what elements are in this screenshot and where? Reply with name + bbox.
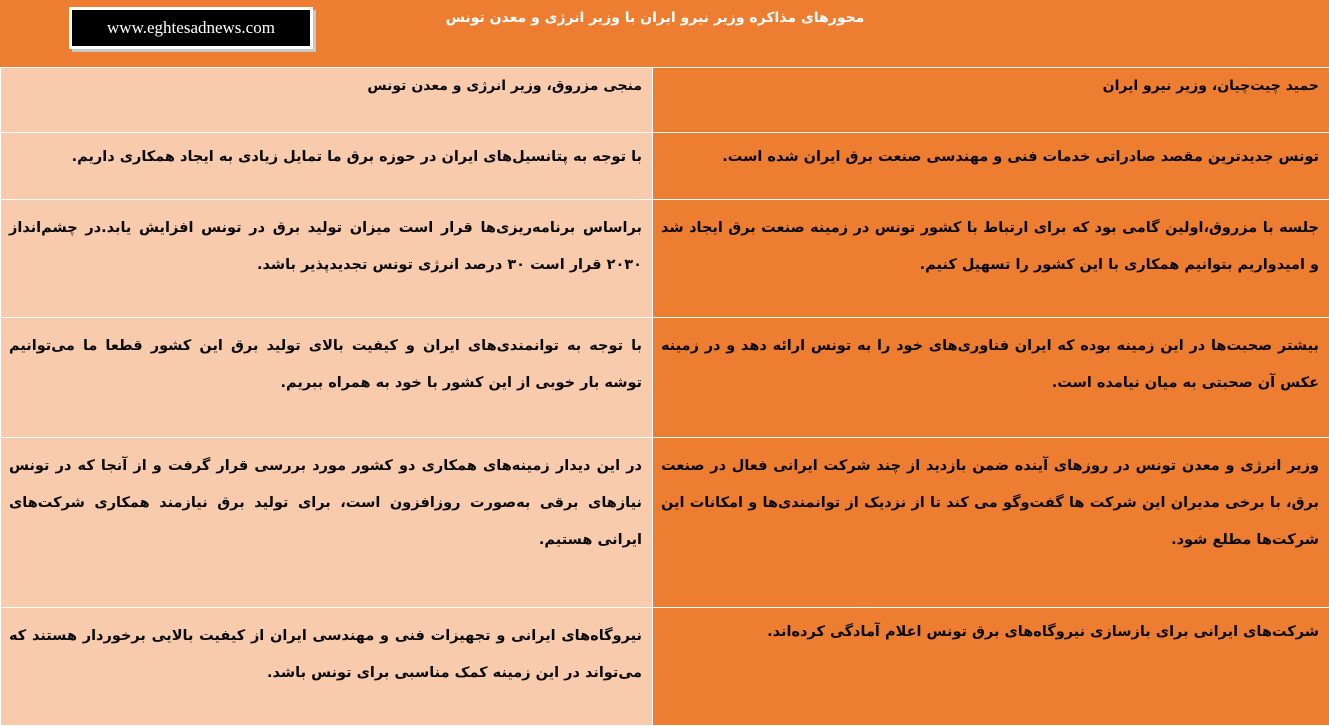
iran-cell: بیشتر صحبت‌ها در این زمینه بوده که ایران فناوری‌های خود را به تونس ارائه دهد و در زمینه عکس آن صحبتی به میان نیامده است.: [653, 318, 1329, 438]
tunisia-cell: در این دیدار زمینه‌های همکاری دو کشور مورد بررسی قرار گرفت و از آنجا که در تونس نیازهای برقی به‌صورت روزافزون است، برای تولید برق نیازمند همکاری شرکت‌های ایرانی هستیم.: [1, 438, 653, 608]
iran-cell: جلسه با مزروق،اولین گامی بود که برای ارتباط با کشور تونس در زمینه صنعت برق ایجاد شد و امیدواریم بتوانیم همکاری با این کشور را تسهیل کنیم.: [653, 200, 1329, 318]
iran-cell: شرکت‌های ایرانی برای بازسازی نیروگاه‌های برق تونس اعلام آمادگی کرده‌اند.: [653, 608, 1329, 726]
tunisia-cell: با توجه به پتانسیل‌های ایران در حوزه برق ما تمایل زیادی به ایجاد همکاری داریم.: [1, 133, 653, 200]
table-row: [1, 318, 1329, 438]
iran-cell: تونس جدیدترین مقصد صادراتی خدمات فنی و مهندسی صنعت برق ایران شده است.: [653, 133, 1329, 200]
table-row: [1, 608, 1329, 726]
page-title: محورهای مذاکره وزیر نیرو ایران با وزیر انرژی و معدن تونس: [330, 10, 980, 26]
tunisia-cell: براساس برنامه‌ریزی‌ها قرار است میزان تولید برق در تونس افزایش یابد.در چشم‌انداز ۲۰۳۰ قرار است ۳۰ درصد انرژی تونس تجدیدپذیر باشد.: [1, 200, 653, 318]
column-header-tunisia: منجی مزروق، وزیر انرژی و معدن تونس: [1, 68, 653, 133]
table-row: [1, 200, 1329, 318]
iran-cell: وزیر انرژی و معدن تونس در روزهای آینده ضمن بازدید از چند شرکت ایرانی فعال در صنعت برق، با برخی مدیران این شرکت ها گفت‌وگو می کند تا از نزدیک از توانمندی‌ها و امکانات این شرکت‌ها مطلع شود.: [653, 438, 1329, 608]
url-text: www.eghtesadnews.com: [107, 18, 275, 38]
tunisia-cell: نیروگاه‌های ایرانی و تجهیزات فنی و مهندسی ایران از کیفیت بالایی برخوردار هستند که می‌تواند در این زمینه کمک مناسبی برای تونس باشد.: [1, 608, 653, 726]
url-badge: [69, 7, 313, 49]
tunisia-cell: با توجه به توانمندی‌های ایران و کیفیت بالای تولید برق این کشور قطعا ما می‌توانیم توشه بار خوبی از این کشور با خود به همراه ببریم.: [1, 318, 653, 438]
table-header-row: [1, 68, 1329, 133]
comparison-table: [0, 67, 1329, 726]
table-row: [1, 438, 1329, 608]
table-row: [1, 133, 1329, 200]
header-banner: [0, 0, 1329, 68]
column-header-iran: حمید چیت‌چیان، وزیر نیرو ایران: [653, 68, 1329, 133]
